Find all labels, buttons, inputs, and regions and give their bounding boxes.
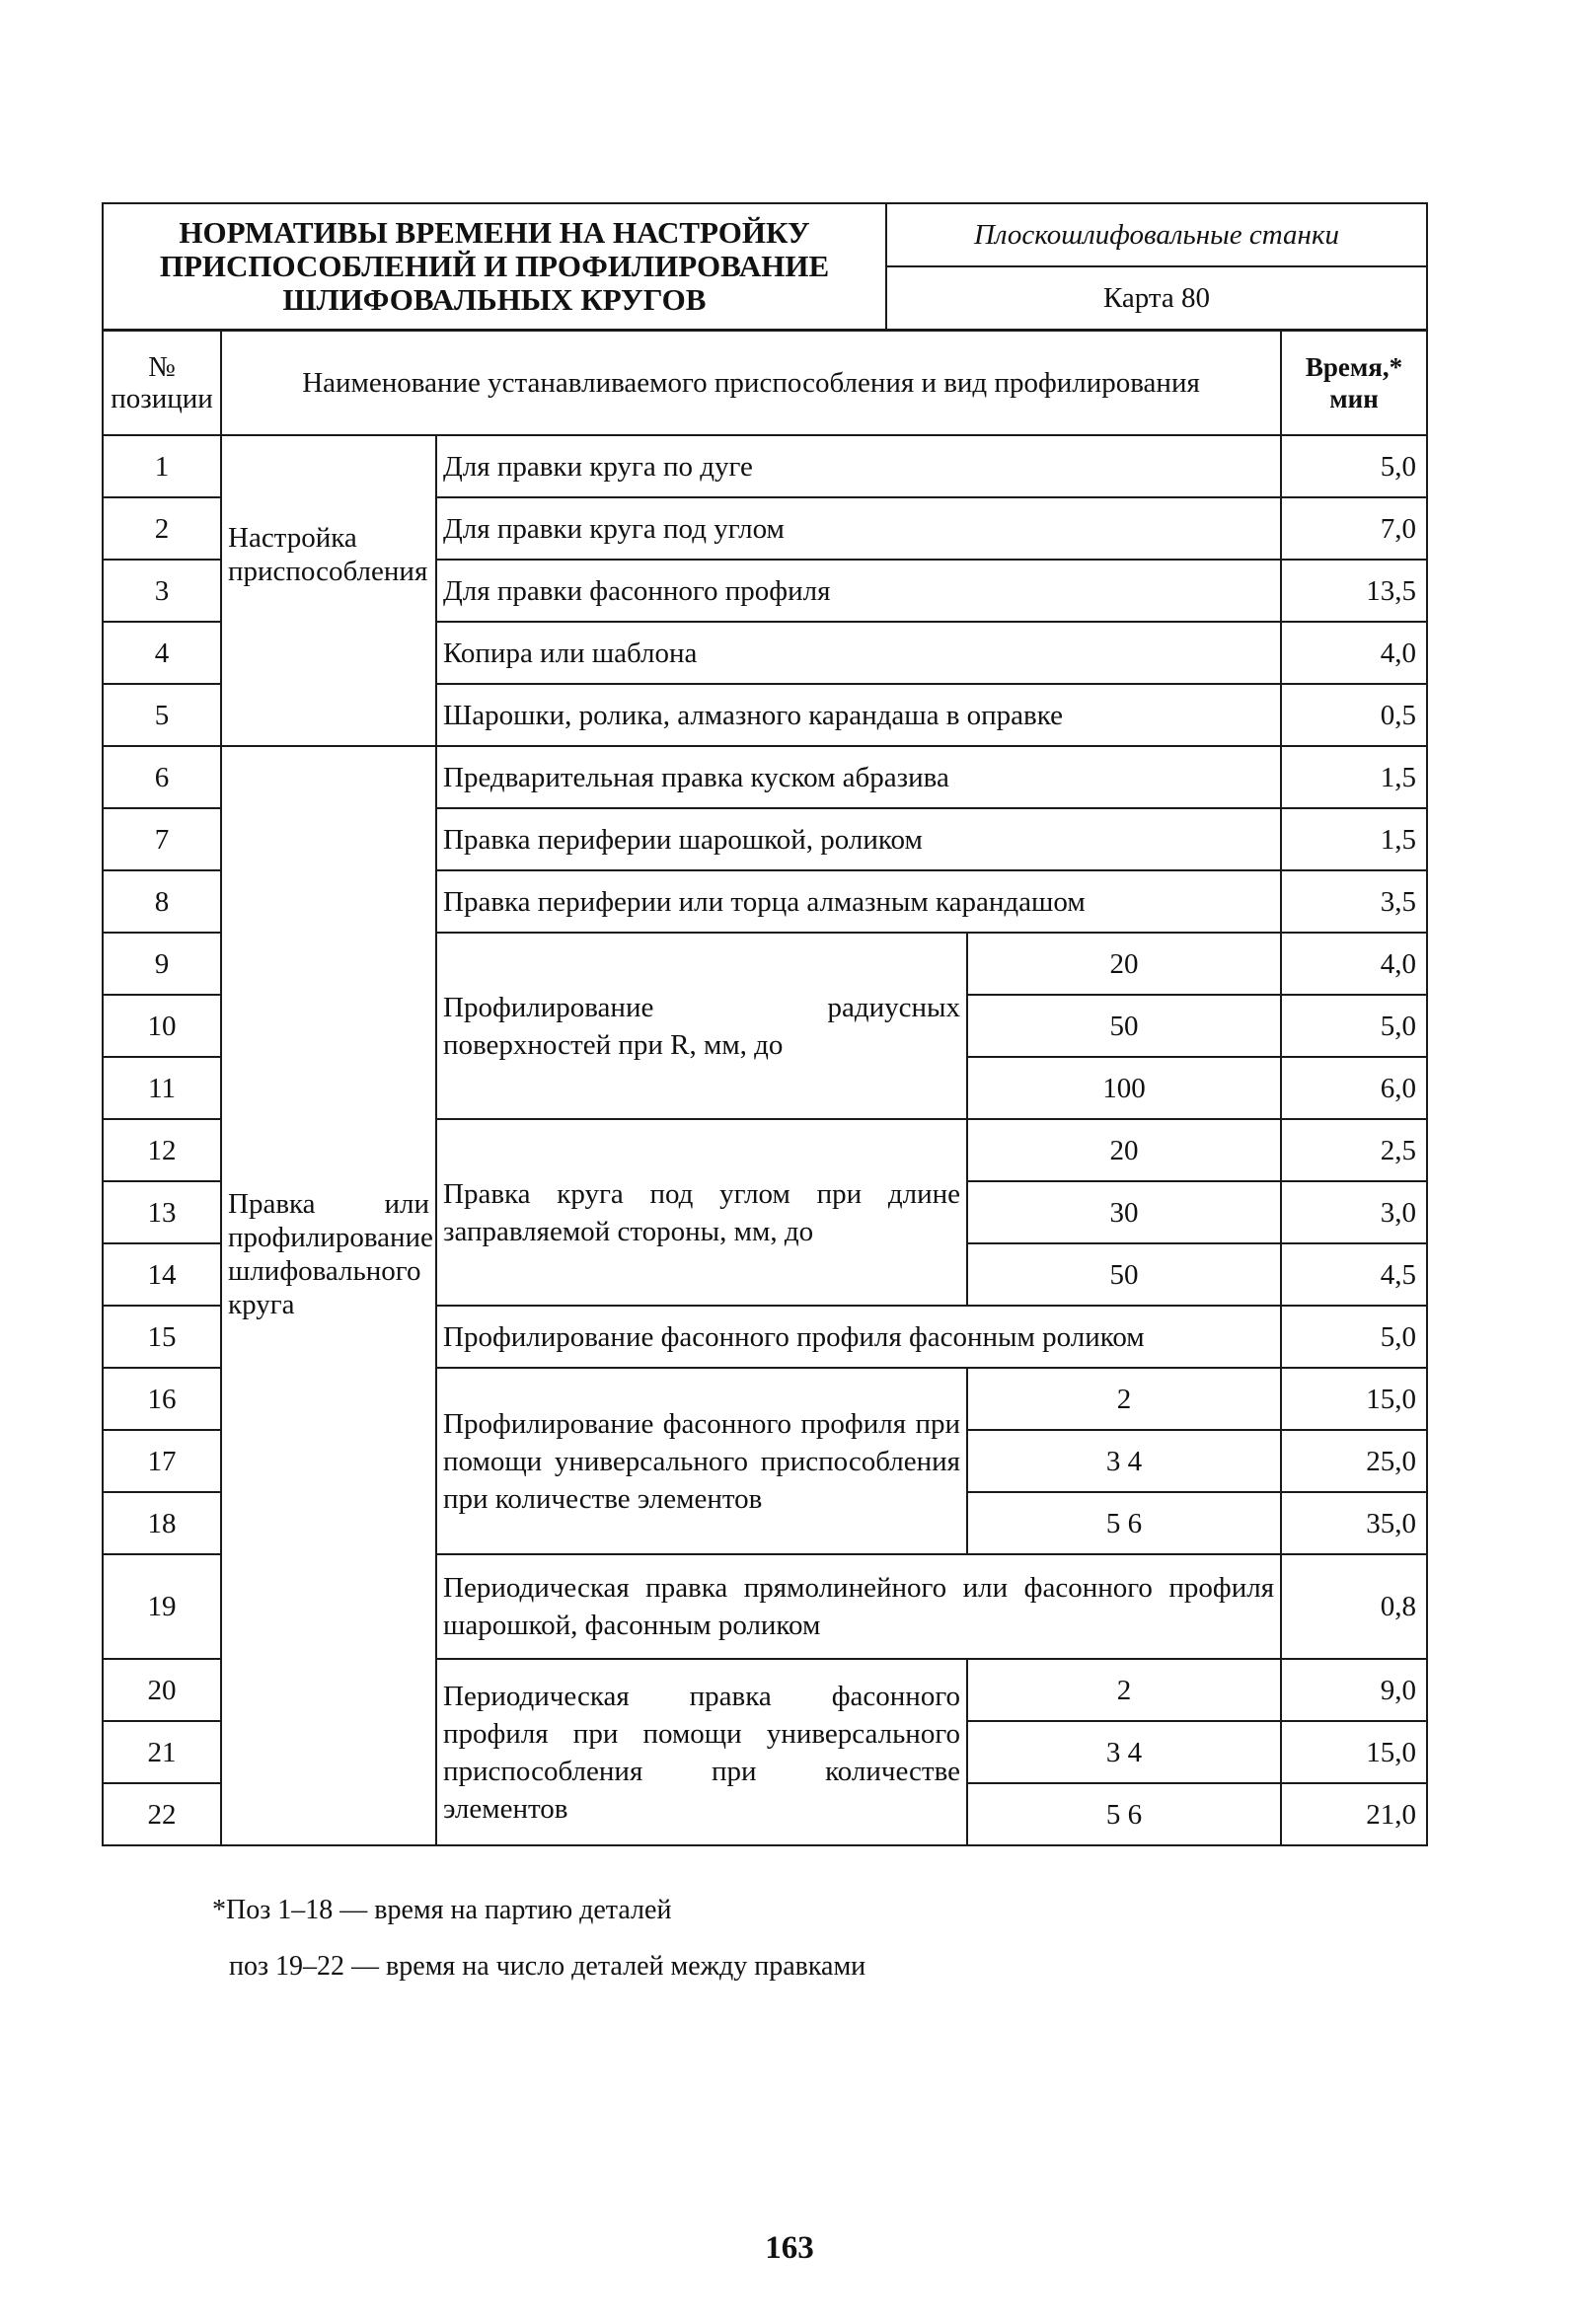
position-cell: 12 xyxy=(103,1119,221,1181)
parameter-cell: 20 xyxy=(967,933,1281,995)
title-line-3: ШЛИФОВАЛЬНЫХ КРУГОВ xyxy=(282,282,707,317)
position-cell: 19 xyxy=(103,1554,221,1659)
footnote-positions-19-22: поз 19–22 — время на число деталей между правками xyxy=(229,1951,866,1982)
description-cell: Для правки фасонного профиля xyxy=(436,560,1281,622)
card-header xyxy=(102,202,1428,331)
time-cell: 9,0 xyxy=(1281,1659,1427,1721)
position-cell: 18 xyxy=(103,1492,221,1554)
footnote-positions-1-18: *Поз 1–18 — время на партию деталей xyxy=(212,1895,672,1925)
table-header-row xyxy=(103,331,1427,435)
parameter-cell: 5 6 xyxy=(967,1492,1281,1554)
position-cell: 2 xyxy=(103,497,221,560)
parameter-cell: 2 xyxy=(967,1368,1281,1430)
time-cell: 13,5 xyxy=(1281,560,1427,622)
time-cell: 35,0 xyxy=(1281,1492,1427,1554)
time-cell: 2,5 xyxy=(1281,1119,1427,1181)
group-dressing: Правка или профилирование шлифовального круга xyxy=(221,746,436,1845)
time-cell: 15,0 xyxy=(1281,1721,1427,1783)
parameter-cell: 100 xyxy=(967,1057,1281,1119)
description-cell: Периодическая правка фасонного профиля при помощи универсального приспособления при количестве элементов xyxy=(436,1659,967,1845)
col-name-header: Наименование устанавливаемого приспособления и вид профилирования xyxy=(221,331,1281,435)
group-setup: Настройка приспособления xyxy=(221,435,436,746)
position-cell: 13 xyxy=(103,1181,221,1243)
col-time-header: Время,* мин xyxy=(1281,331,1427,435)
position-cell: 7 xyxy=(103,808,221,870)
position-cell: 15 xyxy=(103,1306,221,1368)
time-cell: 1,5 xyxy=(1281,808,1427,870)
time-cell: 5,0 xyxy=(1281,435,1427,497)
description-cell: Профилирование фасонного профиля фасонным роликом xyxy=(436,1306,1281,1368)
position-cell: 11 xyxy=(103,1057,221,1119)
description-cell: Шарошки, ролика, алмазного карандаша в оправке xyxy=(436,684,1281,746)
position-cell: 21 xyxy=(103,1721,221,1783)
time-cell: 5,0 xyxy=(1281,1306,1427,1368)
position-cell: 6 xyxy=(103,746,221,808)
time-cell: 1,5 xyxy=(1281,746,1427,808)
position-cell: 14 xyxy=(103,1243,221,1306)
position-cell: 3 xyxy=(103,560,221,622)
time-cell: 25,0 xyxy=(1281,1430,1427,1492)
position-cell: 17 xyxy=(103,1430,221,1492)
time-cell: 0,8 xyxy=(1281,1554,1427,1659)
parameter-cell: 3 4 xyxy=(967,1721,1281,1783)
time-cell: 6,0 xyxy=(1281,1057,1427,1119)
description-cell: Правка периферии шарошкой, роликом xyxy=(436,808,1281,870)
position-cell: 9 xyxy=(103,933,221,995)
card-number: Карта 80 xyxy=(886,266,1427,330)
position-cell: 8 xyxy=(103,870,221,933)
norms-table xyxy=(102,330,1428,1846)
time-cell: 5,0 xyxy=(1281,995,1427,1057)
machine-type: Плоскошлифовальные станки xyxy=(886,203,1427,266)
page-number: 163 xyxy=(765,2230,814,2266)
description-cell: Для правки круга по дуге xyxy=(436,435,1281,497)
parameter-cell: 50 xyxy=(967,1243,1281,1306)
parameter-cell: 30 xyxy=(967,1181,1281,1243)
description-cell: Профилирование фасонного профиля при помощи универсального приспособления при количестве элементов xyxy=(436,1368,967,1554)
time-cell: 3,0 xyxy=(1281,1181,1427,1243)
parameter-cell: 2 xyxy=(967,1659,1281,1721)
position-cell: 1 xyxy=(103,435,221,497)
position-cell: 16 xyxy=(103,1368,221,1430)
time-cell: 4,5 xyxy=(1281,1243,1427,1306)
parameter-cell: 3 4 xyxy=(967,1430,1281,1492)
position-cell: 5 xyxy=(103,684,221,746)
description-cell: Правка круга под углом при длине заправляемой стороны, мм, до xyxy=(436,1119,967,1306)
col-position-header: № позиции xyxy=(103,331,221,435)
time-cell: 0,5 xyxy=(1281,684,1427,746)
time-cell: 21,0 xyxy=(1281,1783,1427,1845)
parameter-cell: 50 xyxy=(967,995,1281,1057)
description-cell: Правка периферии или торца алмазным карандашом xyxy=(436,870,1281,933)
document-title xyxy=(103,203,886,330)
description-cell: Предварительная правка куском абразива xyxy=(436,746,1281,808)
time-cell: 4,0 xyxy=(1281,622,1427,684)
table-row xyxy=(103,435,1427,497)
description-cell: Профилирование радиусных поверхностей при R, мм, до xyxy=(436,933,967,1119)
position-cell: 22 xyxy=(103,1783,221,1845)
description-cell: Копира или шаблона xyxy=(436,622,1281,684)
time-cell: 15,0 xyxy=(1281,1368,1427,1430)
title-line-2: ПРИСПОСОБЛЕНИЙ И ПРОФИЛИРОВАНИЕ xyxy=(159,249,830,283)
parameter-cell: 5 6 xyxy=(967,1783,1281,1845)
title-line-1: НОРМАТИВЫ ВРЕМЕНИ НА НАСТРОЙКУ xyxy=(179,215,810,250)
position-cell: 4 xyxy=(103,622,221,684)
time-cell: 4,0 xyxy=(1281,933,1427,995)
parameter-cell: 20 xyxy=(967,1119,1281,1181)
time-cell: 3,5 xyxy=(1281,870,1427,933)
description-cell: Для правки круга под углом xyxy=(436,497,1281,560)
description-cell: Периодическая правка прямолинейного или фасонного профиля шарошкой, фасонным роликом xyxy=(436,1554,1281,1659)
table-row xyxy=(103,746,1427,808)
position-cell: 10 xyxy=(103,995,221,1057)
time-cell: 7,0 xyxy=(1281,497,1427,560)
position-cell: 20 xyxy=(103,1659,221,1721)
